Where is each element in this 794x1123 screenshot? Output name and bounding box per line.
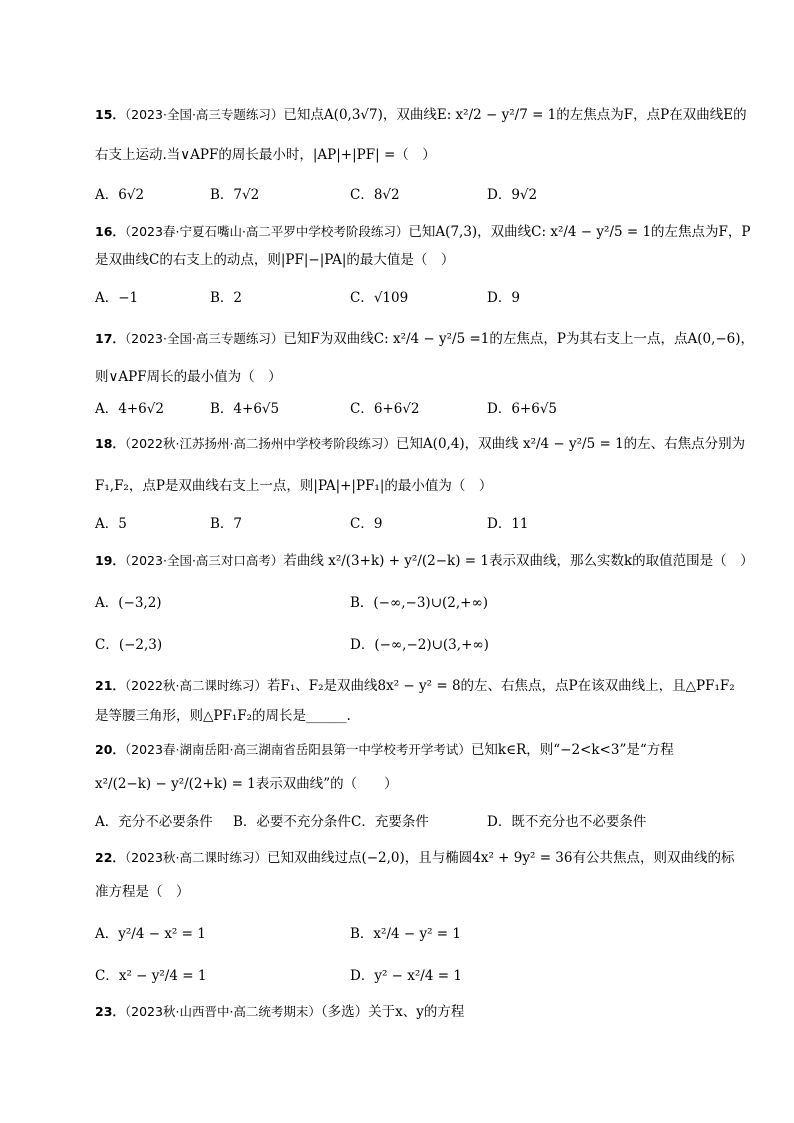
- question-22-option-c[interactable]: C．x² − y²/4 = 1: [95, 968, 207, 984]
- question-17-line-1: 17．（2023·全国·高三专题练习）已知F为双曲线C: x²/4 − y²/5 =1的左焦点，P为其右支上一点，点A(0,−6)，: [95, 331, 755, 347]
- question-21-line-1: 21．（2022秋·高二课时练习）若F₁、F₂是双曲线8x² − y² = 8的左、右焦点，点P在该双曲线上，且△PF₁F₂: [95, 678, 735, 694]
- question-22-number: 22．: [95, 850, 125, 865]
- question-15-option-d[interactable]: D．9√2: [487, 187, 538, 203]
- question-16-option-a[interactable]: A．−1: [95, 290, 139, 306]
- question-19-option-d[interactable]: D．(−∞,−2)∪(3,+∞): [350, 637, 489, 653]
- question-15-option-b[interactable]: B．7√2: [210, 187, 260, 203]
- question-18-option-a[interactable]: A．5: [95, 516, 127, 532]
- question-20-number: 20．: [95, 742, 125, 757]
- question-18-number: 18．: [95, 436, 125, 451]
- question-20-line-2: x²/(2−k) − y²/(2+k) = 1表示双曲线”的（ ）: [95, 776, 398, 792]
- question-16-line-1: 16．（2023春·宁夏石嘴山·高二平罗中学校考阶段练习）已知A(7,3)，双曲线C: x²/4 − y²/5 = 1的左焦点为F，P: [95, 224, 751, 240]
- question-18-line-1: 18．（2022秋·江苏扬州·高二扬州中学校考阶段练习）已知A(0,4)，双曲线 x²/4 − y²/5 = 1的左、右焦点分别为: [95, 436, 746, 452]
- question-20-option-d[interactable]: D．既不充分也不必要条件: [487, 814, 647, 830]
- question-18-option-c[interactable]: C．9: [350, 516, 383, 532]
- question-16-number: 16．: [95, 224, 125, 239]
- question-15-source: （2023·全国·高三专题练习）: [124, 107, 284, 122]
- question-15-number: 15．: [95, 107, 125, 122]
- question-21-number: 21．: [95, 678, 125, 693]
- question-22-line-1: 22．（2023秋·高二课时练习）已知双曲线过点(−2,0)，且与椭圆4x² + 9y² = 36有公共焦点，则双曲线的标: [95, 850, 735, 866]
- question-16-source: （2023春·宁夏石嘴山·高二平罗中学校考阶段练习）: [124, 224, 409, 239]
- question-17-option-a[interactable]: A．4+6√2: [95, 401, 164, 417]
- question-16-line-2: 是双曲线C的右支上的动点，则|PF|−|PA|的最大值是（ ）: [95, 252, 455, 268]
- question-20-line-1: 20．（2023春·湖南岳阳·高三湖南省岳阳县第一中学校考开学考试）已知k∈R，则“−2<k<3”是“方程: [95, 742, 674, 758]
- question-23-number: 23．: [95, 1004, 125, 1019]
- question-19-source: （2023·全国·高三对口高考）: [124, 553, 284, 568]
- question-21-source: （2022秋·高二课时练习）: [124, 678, 267, 693]
- question-20-option-b[interactable]: B．必要不充分条件: [233, 814, 351, 830]
- question-17-option-d[interactable]: D．6+6√5: [487, 401, 558, 417]
- question-18-line-2: F₁,F₂，点P是双曲线右支上一点，则|PA|+|PF₁|的最小值为（ ）: [95, 478, 493, 494]
- question-23-source: （2023秋·山西晋中·高二统考期末）: [124, 1004, 321, 1019]
- question-23-line-1: 23．（2023秋·山西晋中·高二统考期末）（多选）关于x、y的方程: [95, 1004, 465, 1020]
- question-15-option-a[interactable]: A．6√2: [95, 187, 145, 203]
- question-19-line-1: 19．（2023·全国·高三对口高考）若曲线 x²/(3+k) + y²/(2−k) = 1表示双曲线，那么实数k的取值范围是（ ）: [95, 553, 754, 569]
- question-18-option-b[interactable]: B．7: [210, 516, 243, 532]
- question-18-source: （2022秋·江苏扬州·高二扬州中学校考阶段练习）: [124, 436, 396, 451]
- question-19-number: 19．: [95, 553, 125, 568]
- question-22-option-d[interactable]: D．y² − x²/4 = 1: [350, 968, 462, 984]
- question-19-option-c[interactable]: C．(−2,3): [95, 637, 163, 653]
- question-19-option-a[interactable]: A．(−3,2): [95, 595, 162, 611]
- question-16-option-b[interactable]: B．2: [210, 290, 243, 306]
- question-19-option-b[interactable]: B．(−∞,−3)∪(2,+∞): [350, 595, 488, 611]
- question-16-option-c[interactable]: C．√109: [350, 290, 409, 306]
- question-20-option-c[interactable]: C．充要条件: [351, 814, 429, 830]
- question-17-option-b[interactable]: B．4+6√5: [210, 401, 280, 417]
- question-20-option-a[interactable]: A．充分不必要条件: [95, 814, 213, 830]
- question-22-option-a[interactable]: A．y²/4 − x² = 1: [95, 926, 206, 942]
- question-22-source: （2023秋·高二课时练习）: [124, 850, 267, 865]
- question-20-source: （2023春·湖南岳阳·高三湖南省岳阳县第一中学校考开学考试）: [124, 742, 471, 757]
- question-17-number: 17．: [95, 331, 125, 346]
- question-16-option-d[interactable]: D．9: [487, 290, 520, 306]
- question-17-option-c[interactable]: C．6+6√2: [350, 401, 420, 417]
- question-18-option-d[interactable]: D．11: [487, 516, 529, 532]
- question-17-source: （2023·全国·高三专题练习）: [124, 331, 284, 346]
- question-22-line-2: 准方程是（ ）: [95, 884, 190, 900]
- question-22-option-b[interactable]: B．x²/4 − y² = 1: [350, 926, 461, 942]
- question-21-line-2: 是等腰三角形，则△PF₁F₂的周长是______.: [95, 708, 351, 724]
- question-17-line-2: 则∨APF周长的最小值为（ ）: [95, 369, 282, 385]
- question-15-line-1: 15．（2023·全国·高三专题练习）已知点A(0,3√7)，双曲线E: x²/2 − y²/7 = 1的左焦点为F，点P在双曲线E的: [95, 107, 747, 123]
- question-15-line-2: 右支上运动.当∨APF的周长最小时，|AP|+|PF| =（ ）: [95, 147, 436, 163]
- question-15-option-c[interactable]: C．8√2: [350, 187, 400, 203]
